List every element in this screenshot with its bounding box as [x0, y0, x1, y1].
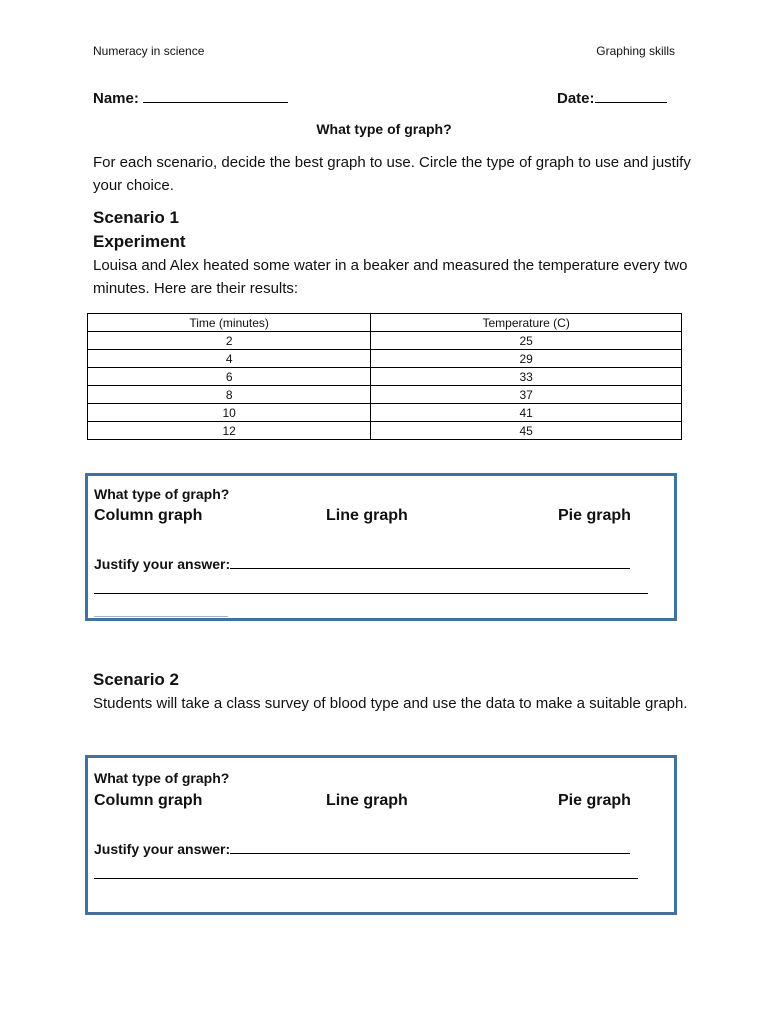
- date-field[interactable]: [557, 90, 667, 107]
- option-column-graph[interactable]: Column graph: [94, 507, 203, 524]
- name-field[interactable]: [93, 90, 288, 107]
- temperature-cell: 29: [371, 350, 682, 368]
- justify-field[interactable]: [94, 556, 630, 572]
- table-row: [88, 386, 682, 404]
- name-blank[interactable]: [143, 102, 288, 103]
- time-cell: 10: [88, 404, 371, 422]
- page-title: What type of graph?: [316, 121, 452, 137]
- scenario2-text: Students will take a class survey of blood type and use the data to make a suitable graph.: [93, 695, 688, 712]
- option-pie-graph[interactable]: Pie graph: [558, 792, 631, 809]
- table-row: [88, 332, 682, 350]
- scenario2-heading: Scenario 2: [93, 670, 179, 689]
- date-label: Date:: [557, 90, 595, 107]
- question-label: What type of graph?: [94, 486, 230, 502]
- temperature-cell: 45: [371, 422, 682, 440]
- temperature-cell: 37: [371, 386, 682, 404]
- table-row: [88, 404, 682, 422]
- temperature-cell: 33: [371, 368, 682, 386]
- time-cell: 2: [88, 332, 371, 350]
- table-row: [88, 350, 682, 368]
- column-header-time: Time (minutes): [88, 314, 371, 332]
- scenario2-answer-box: [85, 755, 677, 915]
- option-line-graph[interactable]: Line graph: [326, 507, 408, 524]
- answer-line[interactable]: [94, 878, 638, 879]
- scenario1-answer-box: [85, 473, 677, 621]
- justify-label: Justify your answer:: [94, 841, 231, 857]
- header-left: Numeracy in science: [93, 44, 205, 58]
- option-line-graph[interactable]: Line graph: [326, 792, 408, 809]
- temperature-cell: 41: [371, 404, 682, 422]
- option-pie-graph[interactable]: Pie graph: [558, 507, 631, 524]
- scenario1-heading: Scenario 1: [93, 208, 179, 227]
- justify-label: Justify your answer:: [94, 556, 231, 572]
- results-table: [87, 313, 682, 440]
- scenario1-subheading: Experiment: [93, 232, 186, 251]
- date-blank[interactable]: [595, 102, 667, 103]
- time-cell: 4: [88, 350, 371, 368]
- time-cell: 6: [88, 368, 371, 386]
- justify-field[interactable]: [94, 841, 630, 857]
- option-column-graph[interactable]: Column graph: [94, 792, 203, 809]
- question-label: What type of graph?: [94, 770, 230, 786]
- answer-line-partial: [94, 616, 228, 617]
- instructions: For each scenario, decide the best graph to use. Circle the type of graph to use and justify your choice.: [93, 154, 691, 194]
- table-header-row: [88, 314, 682, 332]
- column-header-temperature: Temperature (C): [371, 314, 682, 332]
- temperature-cell: 25: [371, 332, 682, 350]
- name-label: Name:: [93, 90, 139, 107]
- scenario1-text: Louisa and Alex heated some water in a beaker and measured the temperature every two minutes. Here are their results:: [93, 257, 688, 297]
- header-right: Graphing skills: [596, 44, 675, 58]
- table-row: [88, 368, 682, 386]
- justify-blank[interactable]: [230, 853, 630, 854]
- time-cell: 12: [88, 422, 371, 440]
- answer-line[interactable]: [94, 593, 648, 594]
- table-row: [88, 422, 682, 440]
- justify-blank[interactable]: [230, 568, 630, 569]
- time-cell: 8: [88, 386, 371, 404]
